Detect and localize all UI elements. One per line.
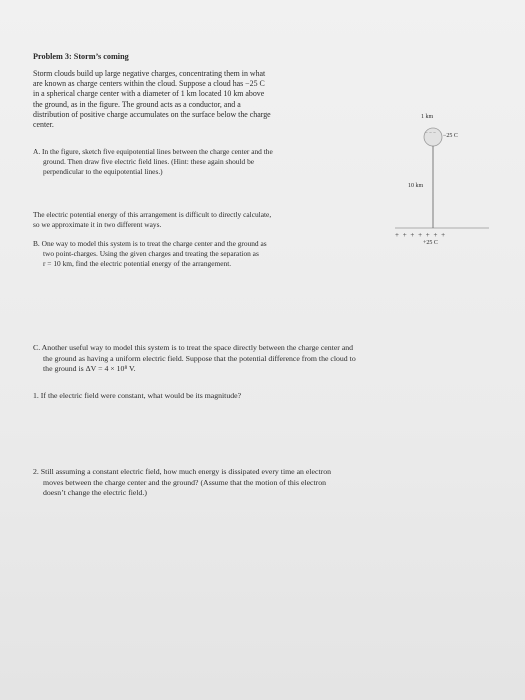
intro-line: center. bbox=[33, 120, 54, 130]
question-c1: 1. If the electric field were constant, what would be its magnitude? bbox=[33, 391, 242, 400]
question-c bbox=[33, 343, 473, 375]
note-line: The electric potential energy of this arrangement is difficult to directly calculate, bbox=[33, 210, 272, 219]
question-c-line: C. Another useful way to model this system is to treat the space directly between the charge center and bbox=[33, 343, 354, 352]
question-a bbox=[33, 147, 368, 178]
question-c2 bbox=[33, 467, 331, 499]
storm-figure bbox=[395, 110, 495, 250]
question-a-line: perpendicular to the equipotential lines.) bbox=[43, 167, 163, 177]
question-a-line: ground. Then draw five electric field lines. (Hint: these again should be bbox=[43, 157, 255, 167]
intro-line: in a spherical charge center with a diameter of 1 km located 10 km above bbox=[33, 89, 265, 99]
question-b bbox=[33, 239, 373, 269]
question-b-line: B. One way to model this system is to treat the charge center and the ground as bbox=[33, 239, 267, 248]
cloud-charge-label: −25 C bbox=[443, 133, 458, 139]
intro-line: Storm clouds build up large negative charges, concentrating them in what bbox=[33, 69, 266, 78]
storm-diagram bbox=[395, 110, 495, 250]
height-label: 10 km bbox=[408, 183, 424, 189]
question-c-line: the ground is ΔV = 4 × 10⁸ V. bbox=[43, 364, 136, 373]
question-a-line: A. In the figure, sketch five equipotential lines between the charge center and the bbox=[33, 147, 273, 156]
note-line: so we approximate it in two different ways. bbox=[33, 220, 162, 229]
intro-line: the ground, as in the figure. The ground acts as a conductor, and a bbox=[33, 99, 241, 109]
intro-paragraph bbox=[33, 69, 368, 130]
question-c2-line: 2. Still assuming a constant electric field, how much energy is dissipated every time an electron bbox=[33, 467, 332, 476]
problem-title: Problem 3: Storm’s coming bbox=[33, 52, 129, 61]
question-b-line: r = 10 km, find the electric potential energy of the arrangement. bbox=[43, 259, 232, 268]
intro-line: are known as charge centers within the cloud. Suppose a cloud has −25 C bbox=[33, 79, 265, 89]
question-c2-line: doesn’t change the electric field.) bbox=[43, 488, 147, 497]
approximation-note bbox=[33, 210, 373, 230]
question-c2-line: moves between the charge center and the ground? (Assume that the motion of this electron bbox=[43, 477, 327, 487]
diameter-label: 1 km bbox=[421, 114, 434, 120]
cloud-signs: − − − bbox=[425, 131, 436, 136]
ground-signs: + + + + + + + bbox=[395, 231, 447, 239]
intro-line: distribution of positive charge accumulates on the surface below the charge bbox=[33, 109, 271, 119]
question-c-line: the ground as having a uniform electric field. Suppose that the potential difference from the cloud to bbox=[43, 353, 356, 363]
ground-charge-label: +25 C bbox=[423, 240, 438, 246]
question-b-line: two point-charges. Using the given charges and treating the separation as bbox=[43, 249, 259, 258]
